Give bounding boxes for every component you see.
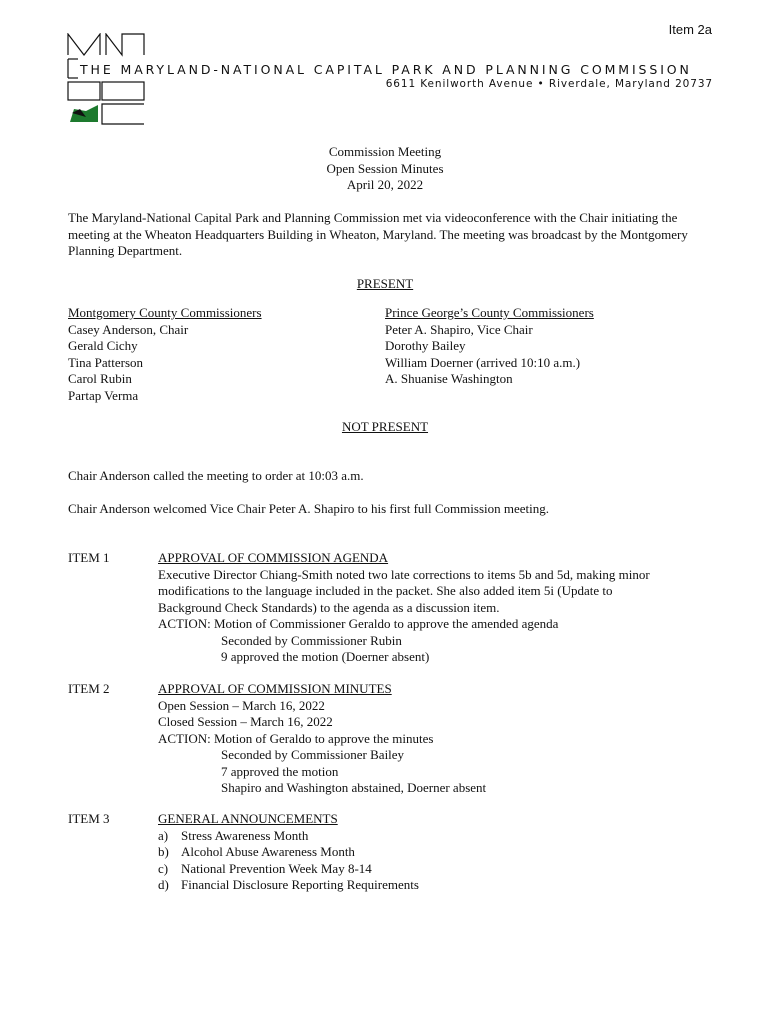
montgomery-heading: Montgomery County Commissioners <box>68 305 262 320</box>
item-2-text-line: Closed Session – March 16, 2022 <box>158 714 333 729</box>
commissioner-name: Dorothy Bailey <box>385 338 466 353</box>
list-item-text: National Prevention Week May 8-14 <box>181 860 372 876</box>
list-item-text: Financial Disclosure Reporting Requirements <box>181 877 419 892</box>
montgomery-commissioners <box>68 305 262 404</box>
commissioner-name: A. Shuanise Washington <box>385 371 513 386</box>
list-letter: a) <box>158 827 169 843</box>
item-tag: Item 2a <box>668 22 712 37</box>
item-1-title: APPROVAL OF COMMISSION AGENDA <box>158 550 389 565</box>
organization-address: 6611 Kenilworth Avenue • Riverdale, Maryland 20737 <box>385 78 713 90</box>
item-2-action: ACTION: Motion of Geraldo to approve the minutes <box>158 730 434 746</box>
prince-georges-heading: Prince George’s County Commissioners <box>385 305 594 320</box>
item-2-body <box>158 681 718 797</box>
item-1-action-line: Seconded by Commissioner Rubin <box>221 632 402 648</box>
list-letter: c) <box>158 860 169 876</box>
list-item-text: Stress Awareness Month <box>181 827 309 843</box>
list-item <box>158 877 718 894</box>
commissioner-name: Tina Patterson <box>68 354 143 370</box>
organization-name: THE MARYLAND-NATIONAL CAPITAL PARK AND PLANNING COMMISSION <box>80 62 692 77</box>
commissioner-name: William Doerner (arrived 10:10 a.m.) <box>385 354 581 370</box>
item-3-body <box>158 811 718 894</box>
list-item-text: Alcohol Abuse Awareness Month <box>181 844 355 859</box>
mncppc-logo <box>66 33 146 127</box>
prince-georges-commissioners <box>385 305 594 388</box>
list-item <box>158 861 718 878</box>
item-1-action-line: 9 approved the motion (Doerner absent) <box>221 649 430 664</box>
heading-line-1: Commission Meeting <box>328 144 442 159</box>
item-3-label: ITEM 3 <box>68 811 110 826</box>
item-2-action-line: Shapiro and Washington abstained, Doerner absent <box>221 780 487 795</box>
present-heading: PRESENT <box>356 276 414 291</box>
commissioner-name: Partap Verma <box>68 387 139 403</box>
item-2-action-line: 7 approved the motion <box>221 763 339 779</box>
item-1-body <box>158 550 718 666</box>
list-item <box>158 828 718 845</box>
commissioner-name: Gerald Cichy <box>68 338 138 353</box>
item-1-label: ITEM 1 <box>68 550 110 565</box>
item-3-title: GENERAL ANNOUNCEMENTS <box>158 811 338 826</box>
list-letter: b) <box>158 844 169 859</box>
commissioner-name: Carol Rubin <box>68 371 132 386</box>
document-heading <box>0 144 770 194</box>
item-1-text-line: modifications to the language included in the packet. She also added item 5i (Update to <box>158 583 613 598</box>
list-letter: d) <box>158 877 169 892</box>
heading-line-2: Open Session Minutes <box>326 160 444 176</box>
item-1-action: ACTION: Motion of Commissioner Geraldo to approve the amended agenda <box>158 616 559 631</box>
welcome-note: Chair Anderson welcomed Vice Chair Peter A. Shapiro to his first full Commission meeting. <box>68 501 549 516</box>
item-2-action-line: Seconded by Commissioner Bailey <box>221 747 405 762</box>
call-to-order: Chair Anderson called the meeting to order at 10:03 a.m. <box>68 468 364 483</box>
commissioner-name: Casey Anderson, Chair <box>68 321 189 337</box>
intro-paragraph: The Maryland-National Capital Park and Planning Commission met via videoconference with the Chair initiating the meeting at the Wheaton Headquarters Building in Wheaton, Maryland. The meeting was broadcast by the Montgomery Planning Department. <box>68 210 688 258</box>
item-1-text-line: Background Check Standards) to the agenda as a discussion item. <box>158 599 500 615</box>
heading-line-3: April 20, 2022 <box>346 177 424 192</box>
item-1-text-line: Executive Director Chiang-Smith noted two late corrections to items 5b and 5d, making minor <box>158 566 650 582</box>
item-2-text-line: Open Session – March 16, 2022 <box>158 697 325 713</box>
commissioner-name: Peter A. Shapiro, Vice Chair <box>385 321 533 337</box>
list-item <box>158 844 718 861</box>
not-present-heading: NOT PRESENT <box>341 419 429 434</box>
item-2-label: ITEM 2 <box>68 681 110 696</box>
item-2-title: APPROVAL OF COMMISSION MINUTES <box>158 681 392 696</box>
